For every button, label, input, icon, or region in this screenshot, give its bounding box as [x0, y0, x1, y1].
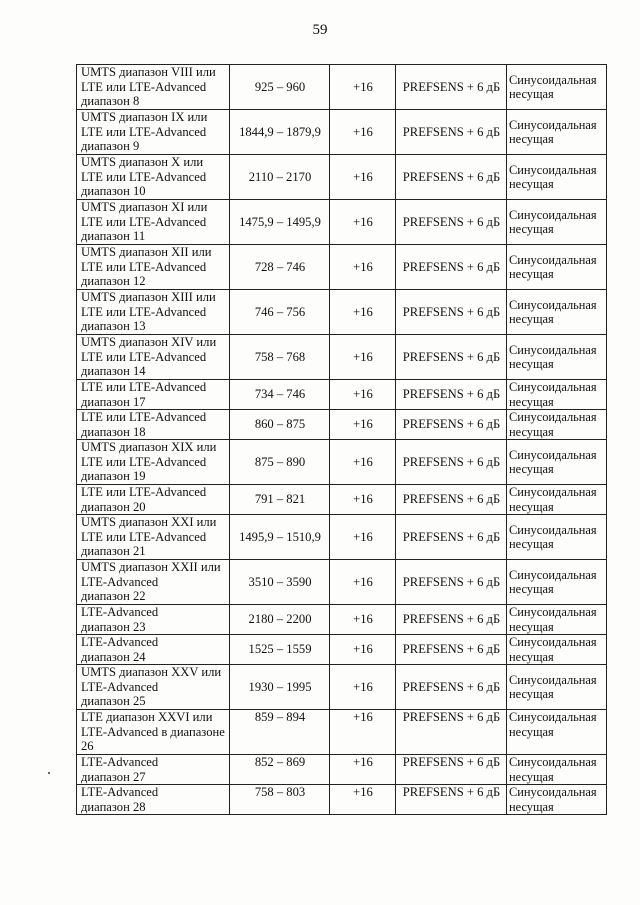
band-cell-line: UMTS диапазон XXI или [81, 515, 217, 530]
level-cell: +16 [330, 560, 396, 605]
band-cell [77, 410, 230, 440]
level-cell: +16 [330, 290, 396, 335]
band-cell-line: LTE-Advanced [81, 785, 159, 799]
band-cell-line: диапазон 23 [81, 619, 146, 634]
band-cell-line: UMTS диапазон XIV или [81, 335, 217, 350]
band-cell [77, 485, 230, 515]
band-cell-line: диапазон 28 [81, 799, 146, 814]
table-row [77, 110, 607, 155]
signal-type-cell [507, 335, 607, 380]
level-cell: +16 [330, 710, 396, 755]
sensitivity-cell: PREFSENS + 6 дБ [396, 560, 507, 605]
signal-type-cell-line: Синусоидальная [509, 672, 597, 687]
frequency-cell: 852 – 869 [230, 755, 330, 785]
table-row [77, 635, 607, 665]
table-row [77, 410, 607, 440]
signal-type-cell-line: несущая [509, 582, 554, 596]
table-row [77, 665, 607, 710]
band-cell-line: LTE или LTE-Advanced [81, 410, 207, 424]
signal-type-cell-line: несущая [509, 267, 554, 281]
level-cell: +16 [330, 755, 396, 785]
band-cell-line: диапазон 20 [81, 499, 146, 514]
band-cell-line: диапазон 27 [81, 769, 146, 784]
frequency-cell: 875 – 890 [230, 440, 330, 485]
band-cell-line: диапазон 11 [81, 229, 146, 244]
signal-type-cell-line: Синусоидальная [509, 485, 597, 499]
table-body [77, 65, 607, 815]
band-cell-line: диапазон 21 [81, 544, 146, 559]
sensitivity-cell: PREFSENS + 6 дБ [396, 785, 507, 815]
signal-type-cell-line: несущая [509, 222, 554, 236]
level-cell: +16 [330, 785, 396, 815]
signal-type-cell-line: Синусоидальная [509, 252, 597, 267]
signal-type-cell-line: несущая [509, 177, 554, 191]
sensitivity-cell: PREFSENS + 6 дБ [396, 155, 507, 200]
band-cell-line: UMTS диапазон VIII или [81, 65, 216, 80]
band-cell [77, 200, 230, 245]
table-row [77, 440, 607, 485]
page-number: 59 [312, 22, 328, 38]
band-cell-line: LTE или LTE-Advanced [81, 214, 207, 229]
signal-type-cell-line: несущая [509, 462, 554, 476]
sensitivity-cell: PREFSENS + 6 дБ [396, 65, 507, 110]
signal-type-cell [507, 245, 607, 290]
band-cell-line: диапазон 13 [81, 319, 146, 334]
table-row [77, 710, 607, 755]
sensitivity-cell: PREFSENS + 6 дБ [396, 200, 507, 245]
frequency-cell: 860 – 875 [230, 410, 330, 440]
signal-type-cell-line: несущая [509, 394, 554, 409]
band-cell-line: диапазон 9 [81, 139, 140, 154]
band-cell [77, 155, 230, 200]
frequency-cell: 758 – 768 [230, 335, 330, 380]
signal-type-cell-line: несущая [509, 799, 554, 814]
band-cell-line: диапазон 25 [81, 694, 146, 709]
level-cell: +16 [330, 155, 396, 200]
table-row [77, 200, 607, 245]
band-cell [77, 515, 230, 560]
table-row [77, 485, 607, 515]
band-cell-line: UMTS диапазон X или [81, 155, 204, 170]
band-cell-line: диапазон 18 [81, 424, 146, 439]
sensitivity-cell: PREFSENS + 6 дБ [396, 440, 507, 485]
band-cell-line: LTE диапазон XXVI или [81, 710, 213, 724]
band-cell-line: LTE-Advanced в диапазоне [81, 724, 225, 739]
band-cell [77, 290, 230, 335]
frequency-cell: 1475,9 – 1495,9 [230, 200, 330, 245]
signal-type-cell [507, 755, 607, 785]
signal-type-cell-line: Синусоидальная [509, 342, 597, 357]
band-cell [77, 335, 230, 380]
sensitivity-cell: PREFSENS + 6 дБ [396, 110, 507, 155]
frequency-cell: 1930 – 1995 [230, 665, 330, 710]
band-cell [77, 710, 230, 755]
table-row [77, 560, 607, 605]
band-cell-line: диапазон 8 [81, 94, 140, 109]
signal-type-cell-line: несущая [509, 312, 554, 326]
signal-type-cell [507, 710, 607, 755]
sensitivity-cell: PREFSENS + 6 дБ [396, 665, 507, 710]
table-row [77, 245, 607, 290]
signal-type-cell-line: несущая [509, 424, 554, 439]
sensitivity-cell: PREFSENS + 6 дБ [396, 335, 507, 380]
signal-type-cell [507, 410, 607, 440]
level-cell: +16 [330, 665, 396, 710]
signal-type-cell-line: Синусоидальная [509, 755, 597, 769]
band-cell [77, 560, 230, 605]
scan-speck [48, 772, 50, 774]
signal-type-cell-line: несущая [509, 724, 554, 739]
band-cell-line: LTE-Advanced [81, 755, 159, 769]
band-cell-line: LTE или LTE-Advanced [81, 529, 207, 544]
frequency-cell: 791 – 821 [230, 485, 330, 515]
signal-type-cell [507, 560, 607, 605]
signal-type-cell [507, 440, 607, 485]
level-cell: +16 [330, 245, 396, 290]
level-cell: +16 [330, 335, 396, 380]
band-cell-line: LTE или LTE-Advanced [81, 169, 207, 184]
band-cell [77, 755, 230, 785]
frequency-cell: 859 – 894 [230, 710, 330, 755]
band-cell-line: LTE или LTE-Advanced [81, 485, 207, 499]
level-cell: +16 [330, 380, 396, 410]
signal-type-cell [507, 485, 607, 515]
level-cell: +16 [330, 485, 396, 515]
band-cell-line: UMTS диапазон IX или [81, 110, 208, 125]
signal-type-cell-line: несущая [509, 87, 554, 101]
level-cell: +16 [330, 65, 396, 110]
signal-type-cell [507, 110, 607, 155]
signal-type-cell-line: несущая [509, 357, 554, 371]
frequency-cell: 3510 – 3590 [230, 560, 330, 605]
frequency-cell: 2180 – 2200 [230, 605, 330, 635]
frequency-cell: 1495,9 – 1510,9 [230, 515, 330, 560]
band-cell-line: 26 [81, 739, 94, 753]
level-cell: +16 [330, 515, 396, 560]
band-cell-line: UMTS диапазон XIX или [81, 440, 217, 455]
band-cell-line: LTE-Advanced [81, 635, 159, 649]
level-cell: +16 [330, 200, 396, 245]
signal-type-cell-line: Синусоидальная [509, 72, 597, 87]
signal-type-cell [507, 380, 607, 410]
signal-type-cell [507, 605, 607, 635]
frequency-cell: 758 – 803 [230, 785, 330, 815]
signal-type-cell-line: Синусоидальная [509, 785, 597, 799]
signal-type-cell-line: Синусоидальная [509, 710, 597, 724]
frequency-cell: 746 – 756 [230, 290, 330, 335]
band-cell-line: диапазон 12 [81, 274, 146, 289]
signal-type-cell-line: Синусоидальная [509, 117, 597, 132]
band-cell [77, 605, 230, 635]
band-cell-line: диапазон 22 [81, 589, 146, 604]
band-cell-line: UMTS диапазон XIII или [81, 290, 216, 305]
sensitivity-cell: PREFSENS + 6 дБ [396, 710, 507, 755]
band-cell-line: UMTS диапазон XI или [81, 200, 208, 215]
table-row [77, 785, 607, 815]
signal-type-cell-line: Синусоидальная [509, 522, 597, 537]
table-row [77, 605, 607, 635]
band-cell-line: LTE-Advanced [81, 574, 159, 589]
frequency-cell: 728 – 746 [230, 245, 330, 290]
signal-type-cell [507, 200, 607, 245]
band-cell-line: LTE или LTE-Advanced [81, 380, 207, 394]
frequency-cell: 1844,9 – 1879,9 [230, 110, 330, 155]
band-cell [77, 665, 230, 710]
band-cell [77, 245, 230, 290]
band-cell [77, 440, 230, 485]
band-cell-line: UMTS диапазон XXV или [81, 665, 222, 680]
band-cell-line: диапазон 19 [81, 469, 146, 484]
level-cell: +16 [330, 635, 396, 665]
level-cell: +16 [330, 110, 396, 155]
table-row [77, 515, 607, 560]
signal-type-cell-line: Синусоидальная [509, 635, 597, 649]
signal-type-cell [507, 785, 607, 815]
band-cell [77, 110, 230, 155]
sensitivity-cell: PREFSENS + 6 дБ [396, 755, 507, 785]
band-cell-line: диапазон 14 [81, 364, 146, 379]
table-row [77, 290, 607, 335]
band-cell-line: LTE или LTE-Advanced [81, 79, 207, 94]
signal-type-cell [507, 290, 607, 335]
signal-type-cell-line: несущая [509, 132, 554, 146]
band-cell-line: диапазон 24 [81, 649, 146, 664]
band-cell [77, 785, 230, 815]
signal-type-cell-line: Синусоидальная [509, 605, 597, 619]
sensitivity-cell: PREFSENS + 6 дБ [396, 245, 507, 290]
band-cell [77, 635, 230, 665]
level-cell: +16 [330, 605, 396, 635]
signal-type-cell-line: Синусоидальная [509, 567, 597, 582]
band-cell-line: UMTS диапазон XXII или [81, 560, 221, 575]
frequency-cell: 2110 – 2170 [230, 155, 330, 200]
band-cell-line: LTE или LTE-Advanced [81, 454, 207, 469]
band-cell-line: LTE или LTE-Advanced [81, 124, 207, 139]
table-row [77, 155, 607, 200]
band-cell-line: диапазон 17 [81, 394, 146, 409]
sensitivity-cell: PREFSENS + 6 дБ [396, 485, 507, 515]
signal-type-cell-line: Синусоидальная [509, 380, 597, 394]
signal-type-cell-line: несущая [509, 649, 554, 664]
band-cell-line: LTE-Advanced [81, 605, 159, 619]
frequency-cell: 734 – 746 [230, 380, 330, 410]
sensitivity-cell: PREFSENS + 6 дБ [396, 605, 507, 635]
signal-type-cell-line: несущая [509, 769, 554, 784]
band-cell-line: LTE или LTE-Advanced [81, 349, 207, 364]
signal-type-cell [507, 155, 607, 200]
band-cell-line: UMTS диапазон XII или [81, 245, 212, 260]
table-row [77, 65, 607, 110]
signal-type-cell [507, 515, 607, 560]
signal-type-cell [507, 65, 607, 110]
level-cell: +16 [330, 440, 396, 485]
interference-table [76, 64, 607, 815]
level-cell: +16 [330, 410, 396, 440]
signal-type-cell-line: несущая [509, 687, 554, 701]
signal-type-cell-line: несущая [509, 537, 554, 551]
sensitivity-cell: PREFSENS + 6 дБ [396, 410, 507, 440]
signal-type-cell-line: Синусоидальная [509, 297, 597, 312]
signal-type-cell [507, 635, 607, 665]
signal-type-cell-line: Синусоидальная [509, 410, 597, 424]
signal-type-cell-line: Синусоидальная [509, 207, 597, 222]
signal-type-cell-line: Синусоидальная [509, 162, 597, 177]
band-cell-line: диапазон 10 [81, 184, 146, 199]
band-cell-line: LTE-Advanced [81, 679, 159, 694]
signal-type-cell [507, 665, 607, 710]
signal-type-cell-line: Синусоидальная [509, 447, 597, 462]
sensitivity-cell: PREFSENS + 6 дБ [396, 515, 507, 560]
band-cell [77, 380, 230, 410]
signal-type-cell-line: несущая [509, 619, 554, 634]
band-cell-line: LTE или LTE-Advanced [81, 304, 207, 319]
sensitivity-cell: PREFSENS + 6 дБ [396, 635, 507, 665]
band-cell-line: LTE или LTE-Advanced [81, 259, 207, 274]
table-row [77, 335, 607, 380]
table-row [77, 755, 607, 785]
sensitivity-cell: PREFSENS + 6 дБ [396, 380, 507, 410]
signal-type-cell-line: несущая [509, 499, 554, 514]
frequency-cell: 1525 – 1559 [230, 635, 330, 665]
sensitivity-cell: PREFSENS + 6 дБ [396, 290, 507, 335]
table-row [77, 380, 607, 410]
frequency-cell: 925 – 960 [230, 65, 330, 110]
band-cell [77, 65, 230, 110]
